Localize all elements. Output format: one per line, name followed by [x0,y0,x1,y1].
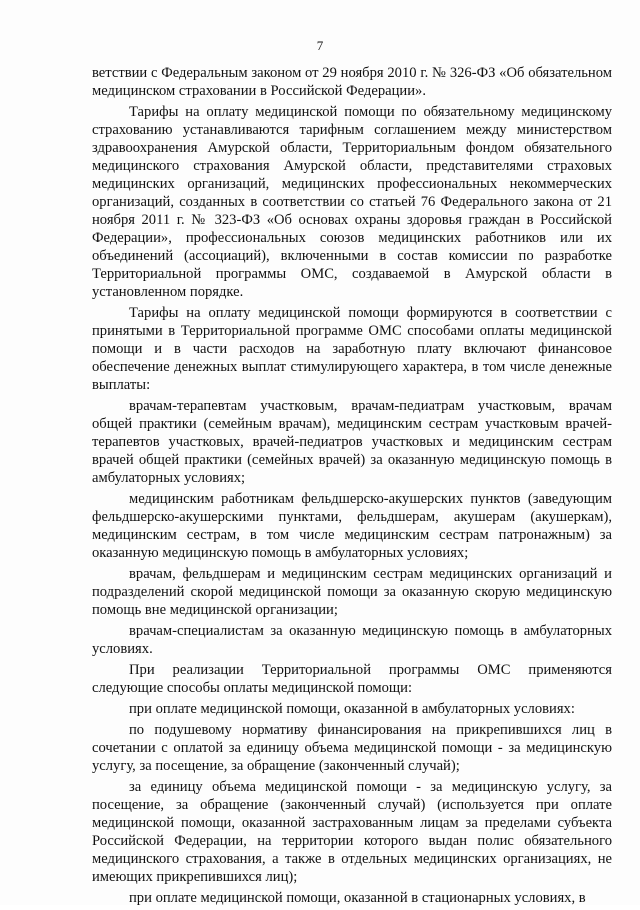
paragraph: врачам-специалистам за оказанную медицинскую помощь в амбулаторных условиях. [92,623,612,657]
paragraph: по подушевому нормативу финансирования на прикрепившихся лиц в сочетании с оплатой за единицу объема медицинской помощи - за медицинскую услугу, за посещение, за обращение (законченный случай); [92,722,612,774]
page-number: 7 [316,38,324,53]
paragraph: медицинским работникам фельдшерско-акушерских пунктов (заведующим фельдшерско-акушерскими пунктами, фельдшерам, акушерам (акушеркам), медицинским сестрам, в том числе медицинским сестрам патронажным) за оказанную медицинскую помощь в амбулаторных условиях; [92,491,612,561]
paragraph: врачам-терапевтам участковым, врачам-педиатрам участковым, врачам общей практики (семейным врачам), медицинским сестрам участковым врачей-терапевтов участковых, врачей-педиатров участковых и медицинским сестрам врачей общей практики (семейных врачей) за оказанную медицинскую помощь в амбулаторных условиях; [92,398,612,486]
paragraph: за единицу объема медицинской помощи - за медицинскую услугу, за посещение, за обращение (законченный случай) (используется при оплате медицинской помощи, оказанной застрахованным лицам за пределами субъекта Российской Федерации, на территории которого выдан полис обязательного медицинского страхования, а также в отдельных медицинских организациях, не имеющих прикрепившихся лиц); [92,779,612,885]
paragraph: Тарифы на оплату медицинской помощи по обязательному медицинскому страхованию устанавливаются тарифным соглашением между министерством здравоохранения Амурской области, Территориальным фондом обязательного медицинского страхования Амурской области, представителями страховых медицинских организаций, медицинских профессиональных некоммерческих организаций, созданных в соответствии со статьей 76 Федерального закона от 21 ноября 2011 г. № 323-ФЗ «Об основах охраны здоровья граждан в Российской Федерации», профессиональных союзов медицинских работников или их объединений (ассоциаций), включенными в состав комиссии по разработке Территориальной программы ОМС, создаваемой в Амурской области в установленном порядке. [92,104,612,300]
paragraph: При реализации Территориальной программы ОМС применяются следующие способы оплаты медицинской помощи: [92,662,612,696]
paragraph: при оплате медицинской помощи, оказанной в стационарных условиях, в [129,890,586,906]
paragraph: при оплате медицинской помощи, оказанной в амбулаторных условиях: [129,701,575,717]
paragraph: Тарифы на оплату медицинской помощи формируются в соответствии с принятыми в Территориальной программе ОМС способами оплаты медицинской помощи и в части расходов на заработную плату включают финансовое обеспечение денежных выплат стимулирующего характера, в том числе денежные выплаты: [92,305,612,393]
paragraph: ветствии с Федеральным законом от 29 ноября 2010 г. № 326-ФЗ «Об обязательном медицинском страховании в Российской Федерации». [92,65,612,99]
document-body [92,64,612,910]
paragraph: врачам, фельдшерам и медицинским сестрам медицинских организаций и подразделений скорой медицинской помощи за оказанную скорую медицинскую помощь вне медицинской организации; [92,566,612,618]
